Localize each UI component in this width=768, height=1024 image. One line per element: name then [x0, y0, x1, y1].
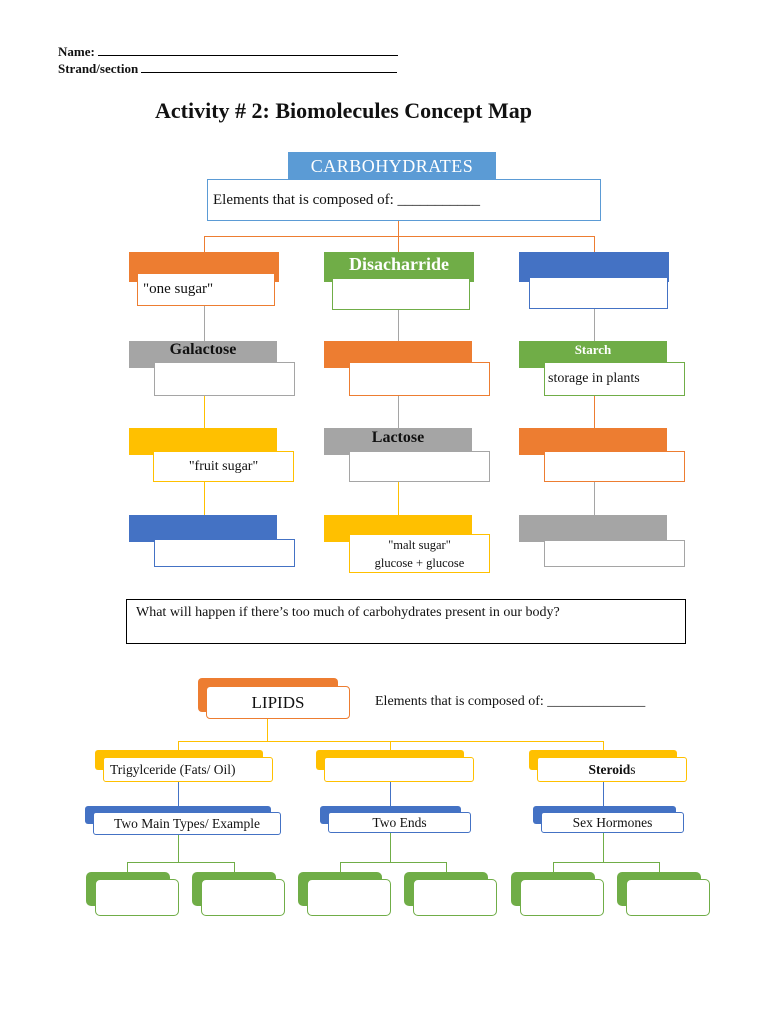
- two-ends-label: Two Ends: [372, 814, 427, 830]
- connector: [127, 862, 234, 863]
- col1-desc: "one sugar": [143, 281, 214, 297]
- lipid-leaf-box-4[interactable]: [413, 879, 497, 916]
- carbs-elements-prompt: Elements that is composed of: ___________: [213, 191, 481, 208]
- fruit-sugar-box[interactable]: [153, 451, 294, 482]
- connector: [659, 862, 660, 872]
- connector: [204, 236, 594, 237]
- galactose-desc-box[interactable]: [154, 362, 295, 396]
- disaccharide-label: Disacharride: [349, 254, 449, 274]
- connector: [553, 862, 659, 863]
- connector: [553, 862, 554, 872]
- connector: [178, 835, 179, 862]
- connector: [398, 236, 399, 252]
- connector: [446, 862, 447, 872]
- steroids-label-suffix: s: [630, 761, 636, 777]
- lipid-leaf-box-3[interactable]: [307, 879, 391, 916]
- col3-desc-box[interactable]: [529, 277, 668, 309]
- starch-desc: storage in plants: [548, 371, 640, 386]
- two-main-types-label: Two Main Types/ Example: [114, 815, 260, 831]
- triglyceride-box[interactable]: [103, 757, 273, 782]
- lipids-heading: LIPIDS: [251, 692, 305, 712]
- lipids-heading-box: [206, 686, 350, 719]
- connector: [390, 741, 391, 750]
- connector: [594, 236, 595, 252]
- connector: [603, 782, 604, 806]
- connector: [178, 741, 179, 750]
- name-line: [98, 45, 398, 56]
- page-title: Activity # 2: Biomolecules Concept Map: [155, 98, 532, 123]
- connector: [127, 862, 128, 872]
- connector: [398, 221, 399, 236]
- section-label: Strand/section: [58, 61, 139, 76]
- lipid-leaf-box-1[interactable]: [95, 879, 179, 916]
- connector: [398, 396, 399, 428]
- fruit-sugar-desc: "fruit sugar": [188, 458, 259, 474]
- starch-desc-box[interactable]: [544, 362, 685, 396]
- connector: [603, 741, 604, 750]
- col1-row4-box[interactable]: [154, 539, 295, 567]
- malt-sugar-box[interactable]: [349, 534, 490, 573]
- col1-desc-box[interactable]: [137, 273, 275, 306]
- connector: [594, 309, 595, 341]
- question-box[interactable]: [126, 599, 686, 644]
- connector: [204, 396, 205, 428]
- col1-row4-bar: [129, 515, 277, 542]
- lactose-label: Lactose: [371, 429, 425, 446]
- malt-sugar-line1: "malt sugar": [388, 537, 451, 552]
- connector: [204, 236, 205, 252]
- col2-desc-box[interactable]: [332, 278, 470, 310]
- col3-row4-bar: [519, 515, 667, 542]
- col3-row3-box[interactable]: [544, 451, 685, 482]
- col2-row2-box[interactable]: [349, 362, 490, 396]
- sex-hormones-box[interactable]: [541, 812, 684, 833]
- col3-row4-box[interactable]: [544, 540, 685, 567]
- lipid-leaf-box-5[interactable]: [520, 879, 604, 916]
- malt-sugar-line2: glucose + glucose: [374, 555, 465, 570]
- lipid-leaf-box-6[interactable]: [626, 879, 710, 916]
- starch-label: Starch: [574, 342, 612, 357]
- lipid-leaf-box-2[interactable]: [201, 879, 285, 916]
- connector: [390, 833, 391, 862]
- steroids-box[interactable]: [537, 757, 687, 782]
- carbohydrates-heading: CARBOHYDRATES: [310, 156, 474, 176]
- connector: [234, 862, 235, 872]
- name-label: Name:: [58, 44, 95, 59]
- connector: [594, 482, 595, 515]
- connector: [594, 396, 595, 428]
- sex-hormones-label: Sex Hormones: [572, 814, 653, 830]
- carbs-elements-box[interactable]: [207, 179, 601, 221]
- galactose-label: Galactose: [169, 341, 237, 358]
- connector: [204, 306, 205, 341]
- triglyceride-label: Trigylceride (Fats/ Oil): [110, 761, 236, 777]
- lactose-desc-box[interactable]: [349, 451, 490, 482]
- connector: [603, 833, 604, 862]
- connector: [178, 782, 179, 806]
- name-field[interactable]: [58, 44, 398, 60]
- connector: [398, 310, 399, 341]
- two-ends-box[interactable]: [328, 812, 471, 833]
- connector: [267, 719, 268, 741]
- connector: [340, 862, 341, 872]
- connector: [398, 482, 399, 515]
- question-text: What will happen if there’s too much of carbohydrates present in our body?: [136, 605, 560, 620]
- steroids-label: Steroid: [588, 761, 631, 777]
- connector: [390, 782, 391, 806]
- connector: [204, 482, 205, 515]
- section-line: [141, 62, 397, 73]
- lipid-col2-box[interactable]: [324, 757, 474, 782]
- lipids-elements-prompt: Elements that is composed of: ______________: [375, 694, 646, 709]
- connector: [340, 862, 446, 863]
- section-field[interactable]: [58, 61, 397, 77]
- two-main-types-box[interactable]: [93, 812, 281, 835]
